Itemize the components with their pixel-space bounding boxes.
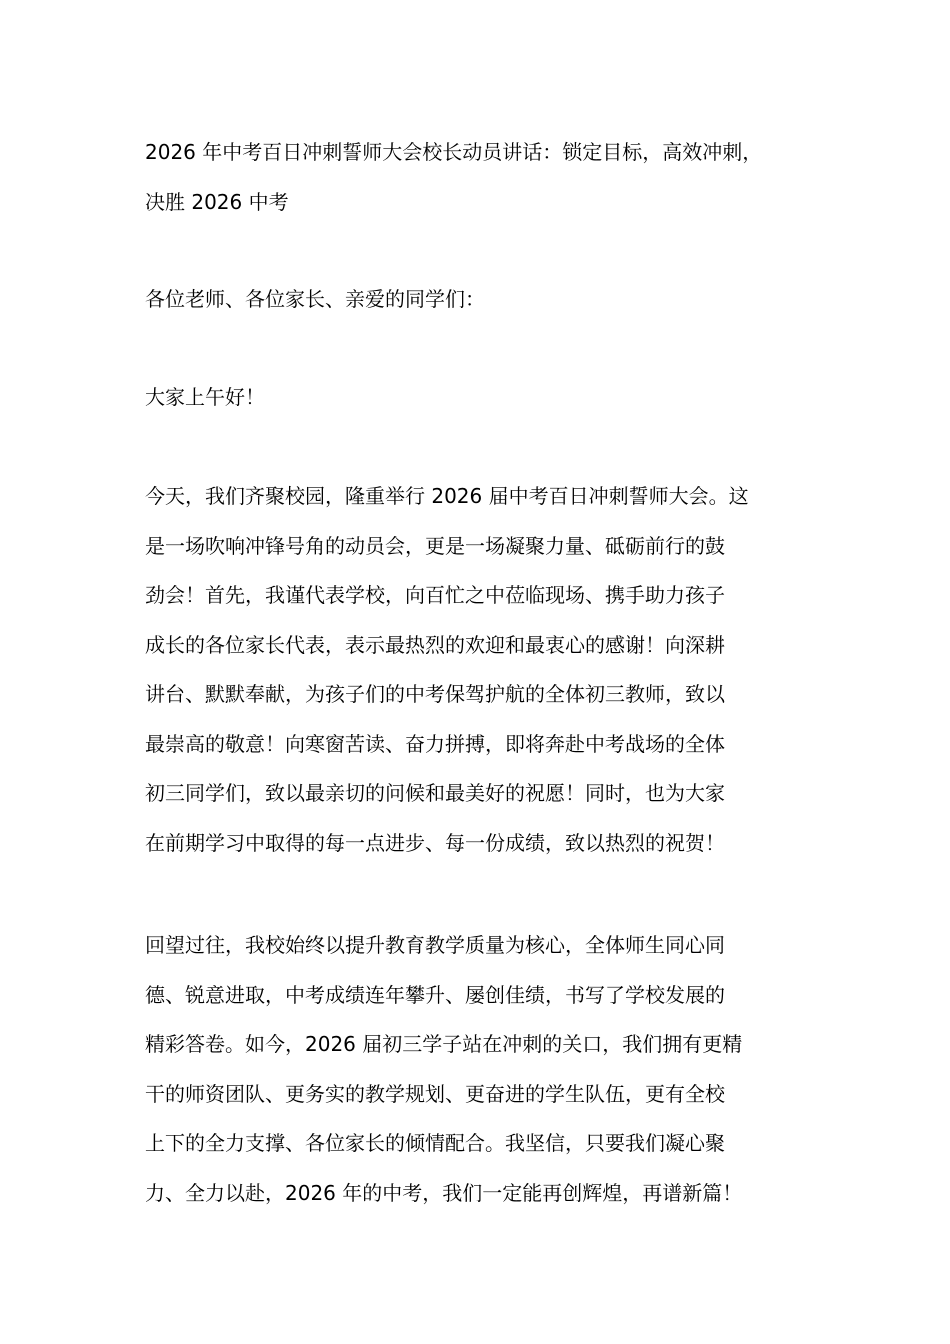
paragraph-line: 精彩答卷。如今，2026 届初三学子站在冲刺的关口，我们拥有更精 <box>145 1032 743 1056</box>
paragraph-line: 在前期学习中取得的每一点进步、每一份成绩，致以热烈的祝贺！ <box>145 830 725 855</box>
paragraph-line: 讲台、默默奉献，为孩子们的中考保驾护航的全体初三教师，致以 <box>145 682 725 706</box>
body-paragraph-1 <box>145 472 825 868</box>
paragraph-line: 力、全力以赴，2026 年的中考，我们一定能再创辉煌，再谱新篇！ <box>145 1180 743 1205</box>
paragraph-line: 干的师资团队、更务实的教学规划、更奋进的学生队伍，更有全校 <box>145 1081 725 1106</box>
greeting <box>145 373 825 423</box>
paragraph-line: 最崇高的敬意！向寒窗苦读、奋力拼搏，即将奔赴中考战场的全体 <box>145 731 725 756</box>
paragraph-line: 成长的各位家长代表，表示最热烈的欢迎和最衷心的感谢！向深耕 <box>145 632 725 657</box>
paragraph-line: 劲会！首先，我谨代表学校，向百忙之中莅临现场、携手助力孩子 <box>145 583 725 607</box>
paragraph-line: 今天，我们齐聚校园，隆重举行 2026 届中考百日冲刺誓师大会。这 <box>145 484 749 508</box>
greeting-text: 大家上午好！ <box>145 385 265 409</box>
paragraph-line: 上下的全力支撑、各位家长的倾情配合。我坚信，只要我们凝心聚 <box>145 1131 725 1155</box>
paragraph-line: 初三同学们，致以最亲切的问候和最美好的祝愿！同时，也为大家 <box>145 781 725 805</box>
salutation <box>145 275 825 325</box>
document-title <box>145 128 825 227</box>
title-line: 2026 年中考百日冲刺誓师大会校长动员讲话：锁定目标，高效冲刺， <box>145 140 763 164</box>
paragraph-line: 回望过往，我校始终以提升教育教学质量为核心，全体师生同心同 <box>145 933 725 957</box>
body-paragraph-2 <box>145 921 825 1218</box>
paragraph-line: 德、锐意进取，中考成绩连年攀升、屡创佳绩，书写了学校发展的 <box>145 982 725 1007</box>
title-line: 决胜 2026 中考 <box>145 189 289 214</box>
salutation-text: 各位老师、各位家长、亲爱的同学们： <box>145 287 485 311</box>
paragraph-line: 是一场吹响冲锋号角的动员会，更是一场凝聚力量、砥砺前行的鼓 <box>145 533 725 558</box>
